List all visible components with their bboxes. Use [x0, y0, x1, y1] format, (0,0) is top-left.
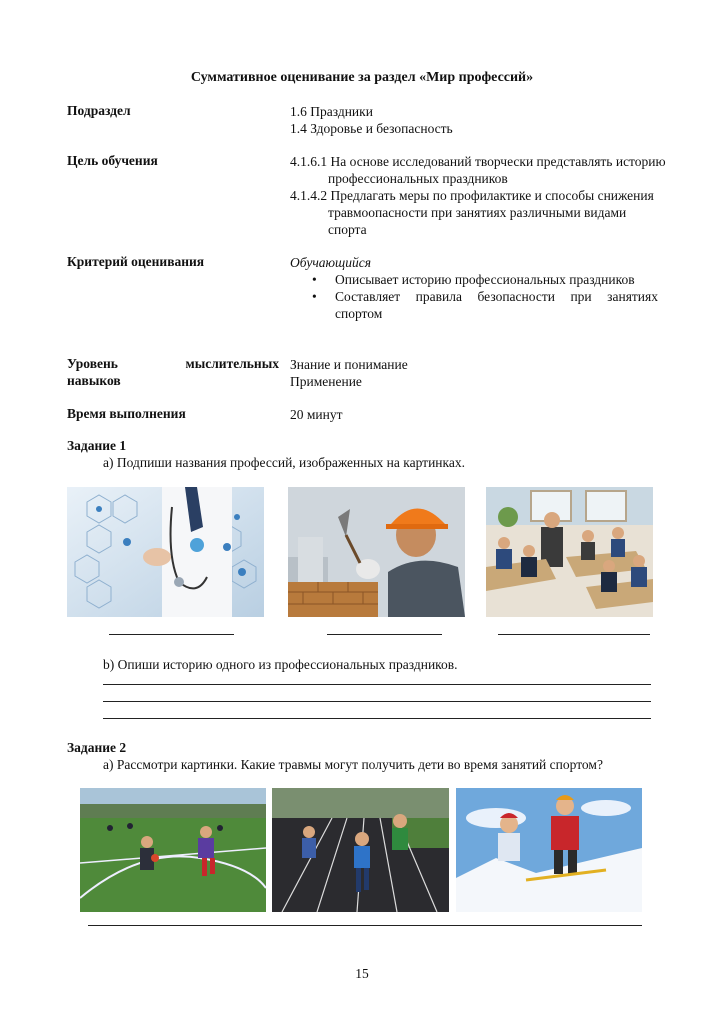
skills-label-word: Уровень [67, 356, 118, 371]
criteria-item: • Описывает историю профессиональных праздников [290, 271, 658, 288]
skills-value: Применение [290, 374, 362, 389]
skills-label-word: навыков [67, 373, 121, 388]
skills-value: Знание и понимание [290, 357, 408, 372]
goal-values [290, 153, 688, 238]
task1-b-text: b) Опиши историю одного из профессиональных праздников. [103, 657, 458, 672]
skills-label-line [67, 356, 279, 372]
answer-line[interactable] [103, 701, 651, 702]
answer-line[interactable] [327, 634, 442, 635]
answer-line[interactable] [88, 925, 642, 926]
subsection-value: 1.6 Праздники [290, 104, 373, 119]
subsection-label: Подраздел [67, 103, 131, 118]
answer-line[interactable] [103, 684, 651, 685]
doctor-photo [67, 487, 264, 617]
football-photo [80, 788, 266, 912]
teacher-photo [486, 487, 653, 617]
criteria-list [290, 271, 658, 322]
answer-line[interactable] [103, 718, 651, 719]
subsection-values [290, 103, 453, 137]
task2-heading: Задание 2 [67, 740, 127, 755]
task2-a-text: а) Рассмотри картинки. Какие травмы могут получить дети во время занятий спортом? [103, 757, 603, 772]
subsection-value: 1.4 Здоровье и безопасность [290, 121, 453, 136]
criteria-label: Критерий оценивания [67, 254, 205, 269]
goal-item: 4.1.6.1 На основе исследований творчески представлять историю профессиональных праздников [290, 154, 666, 186]
task1-heading: Задание 1 [67, 438, 127, 453]
builder-photo [288, 487, 465, 617]
task1-a-text: а) Подпиши названия профессий, изображенных на картинках. [103, 455, 465, 470]
answer-line[interactable] [498, 634, 650, 635]
criteria-item: • Составляет правила безопасности при занятиях спортом [290, 288, 658, 322]
skills-values [290, 356, 408, 390]
running-photo [272, 788, 449, 912]
page-number: 15 [355, 966, 369, 981]
goal-label: Цель обучения [67, 153, 158, 168]
skills-label-word: мыслительных [185, 356, 279, 371]
page-title: Суммативное оценивание за раздел «Мир профессий» [190, 70, 534, 85]
time-label: Время выполнения [67, 406, 186, 421]
time-value: 20 минут [290, 407, 343, 422]
skiing-photo [456, 788, 642, 912]
criteria-intro: Обучающийся [290, 255, 372, 270]
answer-line[interactable] [109, 634, 234, 635]
goal-item: 4.1.4.2 Предлагать меры по профилактике и способы снижения травмоопасности при занятиях различными видами спорта [290, 188, 654, 237]
criteria-block [290, 254, 658, 322]
